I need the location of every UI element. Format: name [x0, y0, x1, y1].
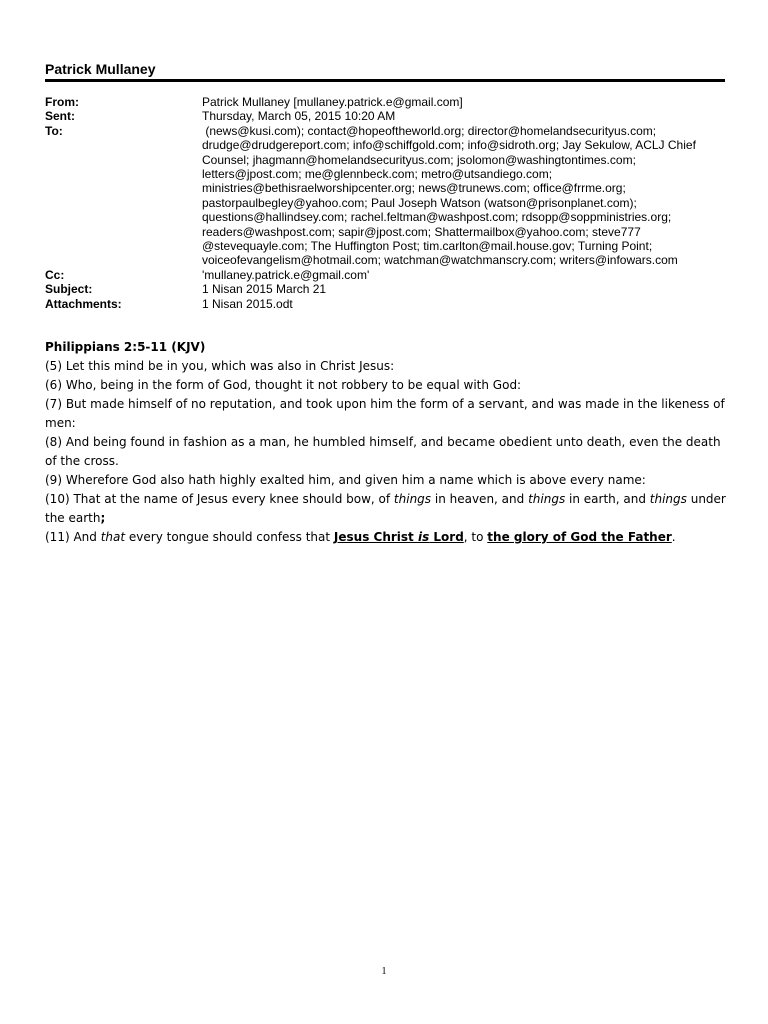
- verse-9: (9) Wherefore God also hath highly exalted him, and given him a name which is above every name:: [45, 473, 646, 487]
- verse-10-text: (10) That at the name of Jesus every knee should bow, of: [45, 492, 394, 506]
- emphasis-jesus-christ: Jesus Christ: [333, 530, 418, 544]
- verse-5: (5) Let this mind be in you, which was also in Christ Jesus:: [45, 359, 395, 373]
- emphasis-lord: Lord: [429, 530, 464, 544]
- verse-10-text: under the earth: [45, 492, 726, 525]
- verse-10-text: in heaven, and: [431, 492, 529, 506]
- from-label: From:: [45, 95, 79, 109]
- to-recipients: [202, 124, 730, 268]
- to-recipients-line: @stevequayle.com; The Huffington Post; tim.carlton@mail.house.gov; Turning Point;: [202, 239, 653, 254]
- verse-11-italic: that: [100, 530, 126, 544]
- from-value: Patrick Mullaney [mullaney.patrick.e@gmail.com]: [202, 95, 463, 109]
- passage-title: Philippians 2:5-11 (KJV): [45, 340, 206, 354]
- verse-11-text: , to: [463, 530, 488, 544]
- to-recipients-line: (news@kusi.com); contact@hopeoftheworld.org; director@homelandsecurityus.com;: [202, 123, 657, 138]
- cc-label: Cc:: [45, 267, 65, 282]
- glory-of-god-emphasis: the glory of God the Father: [487, 530, 672, 544]
- verse-10-semicolon: ;: [100, 511, 106, 525]
- to-recipients-line: questions@hallindsey.com; rachel.feltman@washpost.com; rdsopp@soppministries.org;: [202, 210, 672, 225]
- to-row: [45, 124, 730, 268]
- sent-row: [45, 109, 730, 123]
- verse-10-text: in earth, and: [565, 492, 650, 506]
- subject-label: Subject:: [45, 282, 93, 297]
- cc-value: 'mullaney.patrick.e@gmail.com': [202, 267, 370, 282]
- cc-row: [45, 268, 730, 282]
- email-body: [45, 338, 730, 547]
- sent-label: Sent:: [45, 109, 75, 124]
- verse-8: (8) And being found in fashion as a man, he humbled himself, and became obedient unto death, even the death of the cross.: [45, 435, 721, 468]
- to-recipients-line: letters@jpost.com; me@glennbeck.com; metro@utsandiego.com;: [202, 167, 553, 182]
- to-recipients-line: voiceofevangelism@hotmail.com; watchman@watchmanscry.com; writers@infowars.com: [202, 253, 678, 268]
- attachments-row: [45, 297, 730, 311]
- page-title: Patrick Mullaney: [45, 61, 156, 77]
- verse-11: [45, 528, 730, 547]
- page-number: 1: [381, 966, 387, 977]
- subject-value: 1 Nisan 2015 March 21: [202, 282, 327, 297]
- attachments-label: Attachments:: [45, 296, 122, 311]
- attachment-filename: 1 Nisan 2015.odt: [202, 296, 293, 311]
- verse-10: [45, 490, 730, 528]
- verse-11-period: .: [671, 530, 676, 544]
- email-header-fields: [45, 95, 730, 311]
- sent-value: Thursday, March 05, 2015 10:20 AM: [202, 109, 396, 124]
- to-recipients-line: pastorpaulbegley@yahoo.com; Paul Joseph Watson (watson@prisonplanet.com);: [202, 195, 637, 210]
- jesus-christ-is-lord-emphasis: [334, 530, 464, 544]
- from-row: [45, 95, 730, 109]
- to-recipients-line: ministries@bethisraelworshipcenter.org; news@trunews.com; office@frrme.org;: [202, 181, 626, 196]
- verse-10-italic: things: [649, 492, 687, 506]
- to-label: To:: [45, 123, 63, 138]
- to-recipients-line: drudge@drudgereport.com; info@schiffgold.com; info@sidroth.org; Jay Sekulow, ACLJ Chief: [202, 138, 696, 153]
- verse-6: (6) Who, being in the form of God, thought it not robbery to be equal with God:: [45, 378, 522, 392]
- verse-11-text: (11) And: [45, 530, 101, 544]
- subject-row: [45, 282, 730, 296]
- emphasis-is: is: [417, 530, 430, 544]
- verse-11-text: every tongue should confess that: [125, 530, 334, 544]
- verse-10-italic: things: [528, 492, 566, 506]
- to-recipients-line: Counsel; jhagmann@homelandsecurityus.com; jsolomon@washingtontimes.com;: [202, 152, 636, 167]
- verse-7: (7) But made himself of no reputation, and took upon him the form of a servant, and was made in the likeness of men:: [45, 397, 725, 430]
- title-divider: [45, 79, 725, 82]
- to-recipients-line: readers@washpost.com; sapir@jpost.com; Shattermailbox@yahoo.com; steve777: [202, 224, 641, 239]
- verse-10-italic: things: [393, 492, 432, 506]
